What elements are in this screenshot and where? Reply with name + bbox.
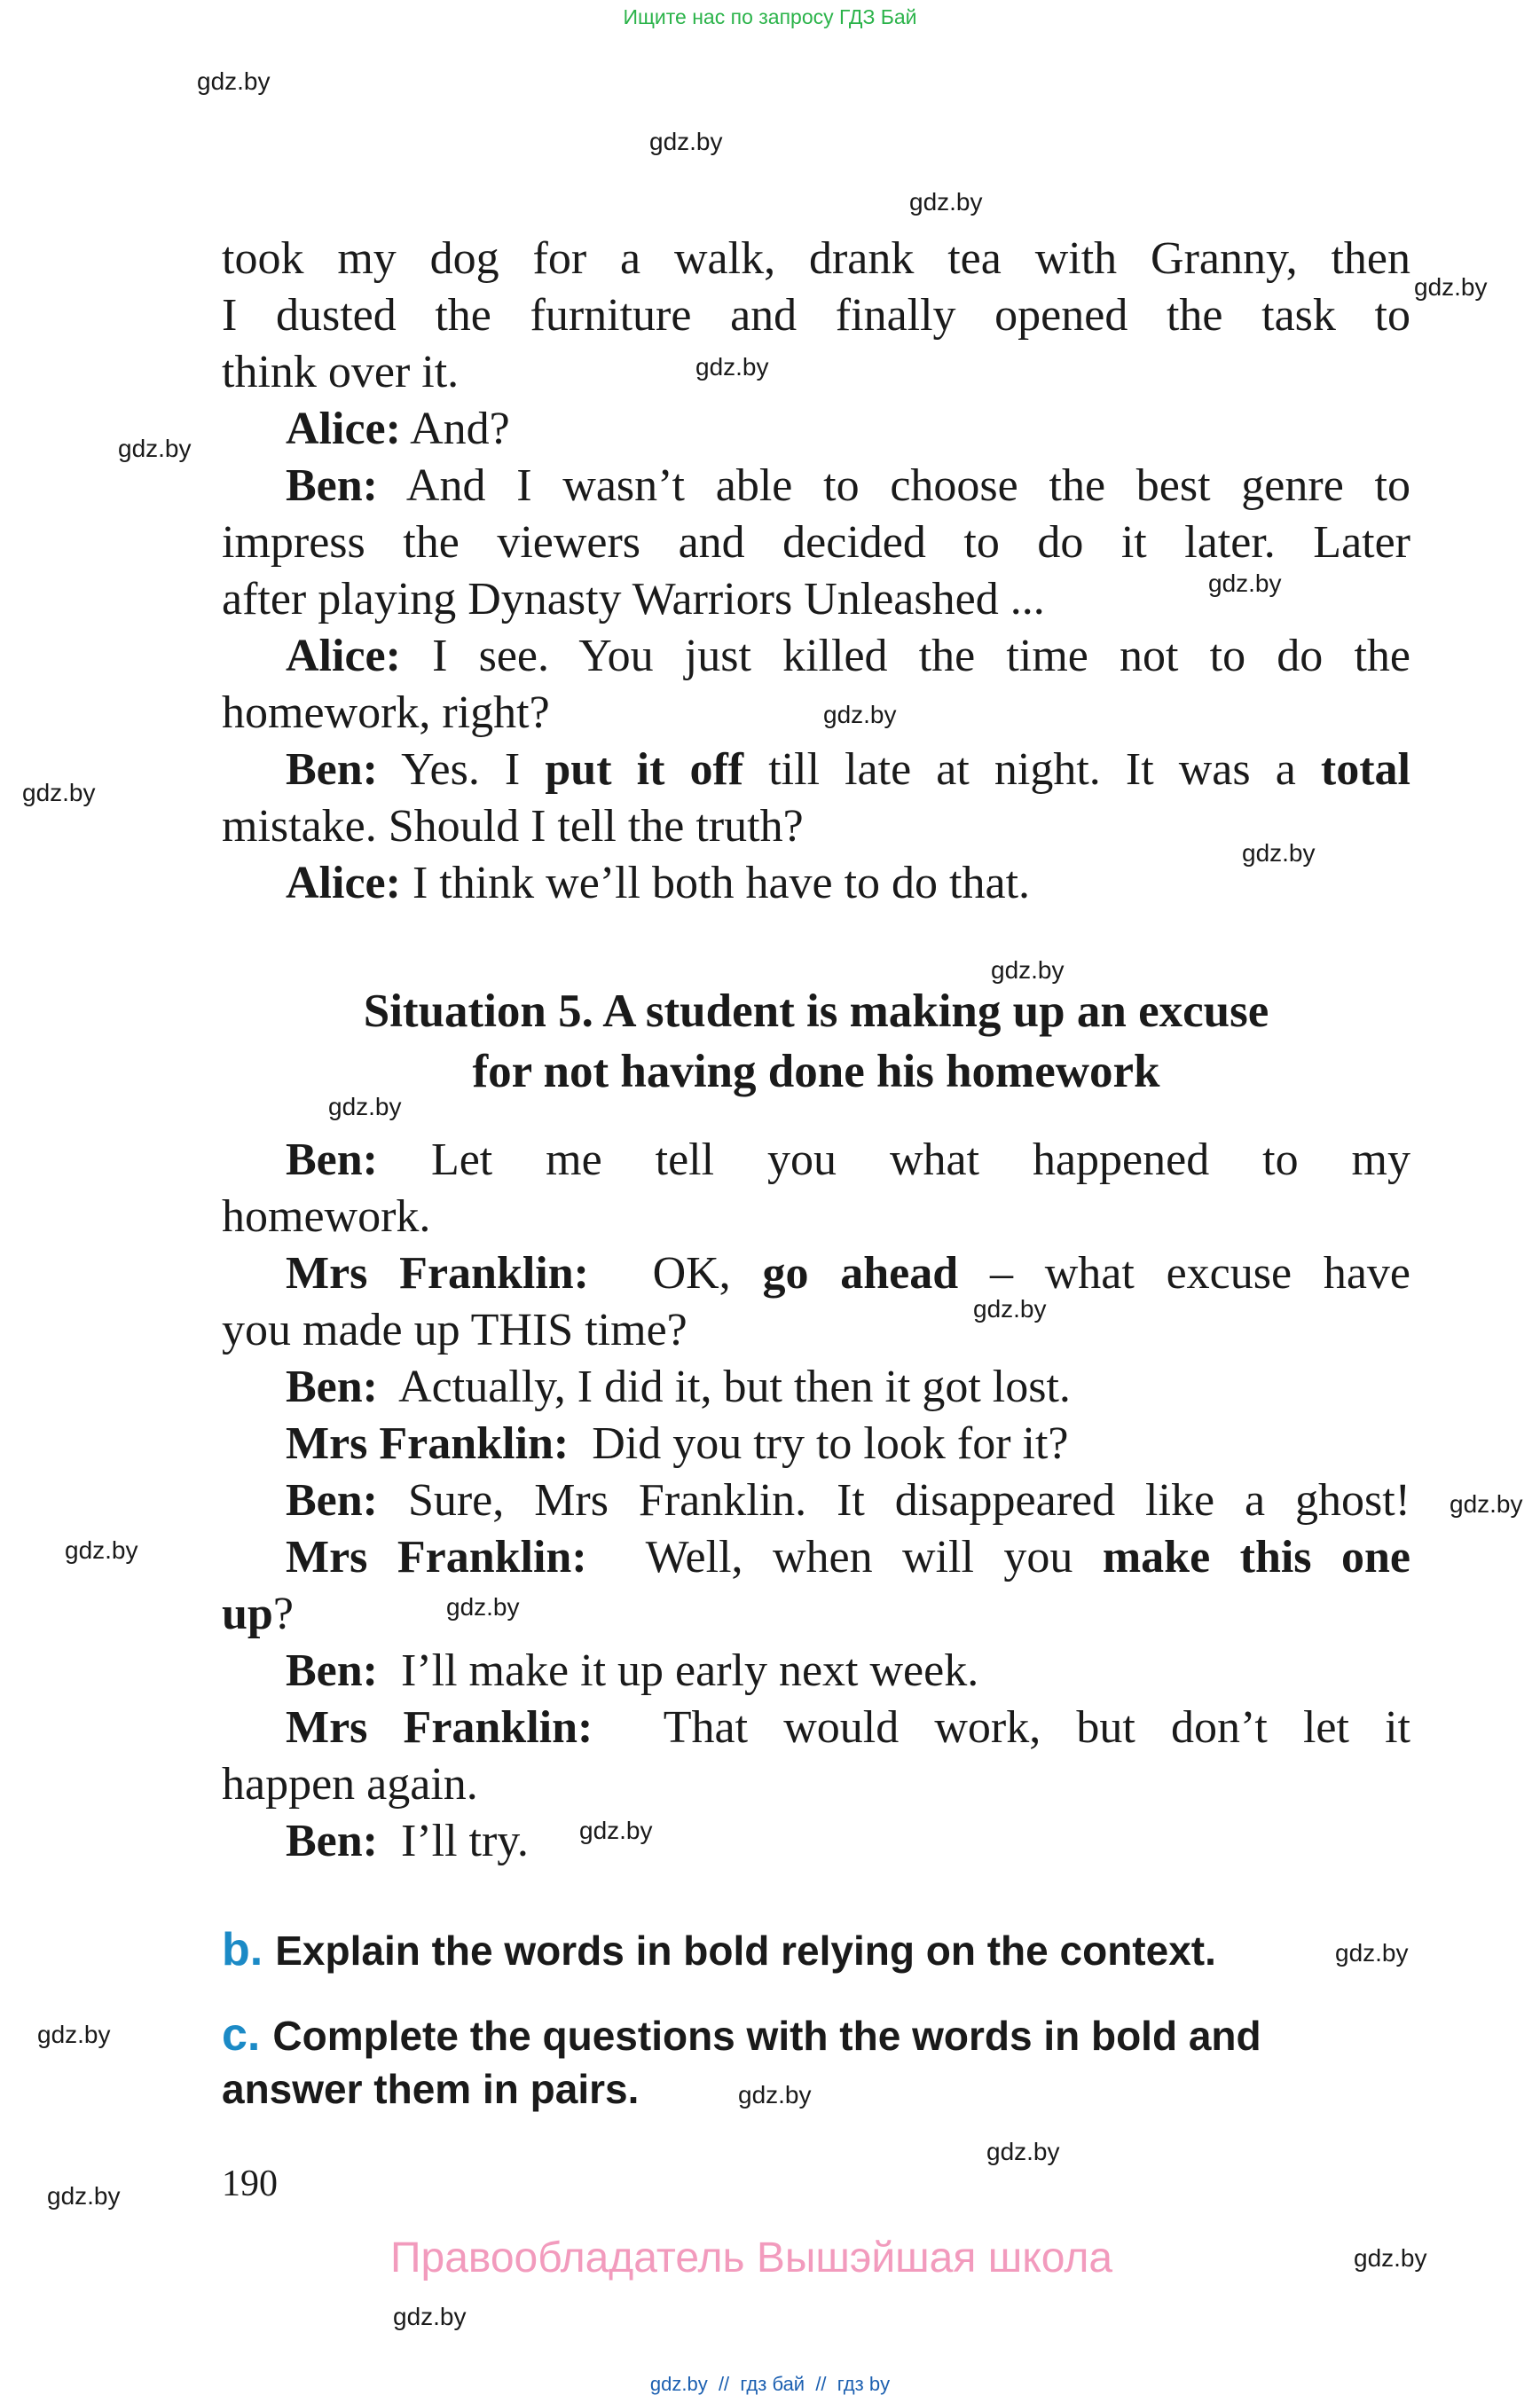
speaker-name: Ben: (286, 744, 378, 795)
watermark: gdz.by (65, 1536, 138, 1564)
speech-text: Actually, I did it, but then it got lost. (378, 1362, 1071, 1412)
dialogue-line (222, 1700, 1410, 1756)
speech-text: I’ll try. (378, 1816, 529, 1866)
watermark: gdz.by (37, 2021, 111, 2048)
speaker-name: Ben: (286, 1362, 378, 1412)
watermark: gdz.by (446, 1593, 520, 1621)
speaker-name: Ben: (286, 1475, 378, 1526)
watermark: gdz.by (22, 779, 96, 806)
watermark: gdz.by (579, 1817, 653, 1844)
task-c (222, 2008, 1410, 2116)
dialogue-line (222, 628, 1410, 685)
speech-text: I’ll make it up early next week. (378, 1645, 979, 1696)
speech-text: – what excuse have (958, 1248, 1410, 1299)
watermark: gdz.by (328, 1093, 402, 1120)
watermark: gdz.by (1335, 1939, 1409, 1967)
dialogue-line (222, 1643, 1410, 1700)
dialogue-line (222, 401, 1410, 458)
task-line (222, 2008, 1410, 2062)
watermark: gdz.by (986, 2138, 1060, 2165)
footer-links[interactable]: gdz.by // гдз бай // гдз by (649, 2373, 891, 2395)
task-letter: c. (222, 2009, 261, 2061)
watermark: gdz.by (1208, 569, 1282, 597)
speech-text: That would work, but don’t let it (593, 1702, 1410, 1753)
dialogue-line (222, 1813, 1410, 1870)
text-line: impress the viewers and decided to do it later. Later (222, 517, 1410, 568)
watermark: gdz.by (695, 353, 769, 381)
speaker-name: Mrs Franklin: (286, 1702, 593, 1753)
speech-text: And? (400, 404, 510, 454)
situation-heading (222, 981, 1410, 1102)
dialogue-line (222, 1472, 1410, 1529)
dialogue-line (222, 1132, 1410, 1189)
text-line: homework. (222, 1191, 431, 1242)
speech-text: I see. You just killed the time not to do the (400, 631, 1410, 681)
speech-text: till late at night. It was a (743, 744, 1321, 795)
dialogue-line (222, 855, 1410, 912)
speaker-name: Mrs Franklin: (286, 1248, 589, 1299)
watermark: gdz.by (1242, 839, 1316, 867)
page-number: 190 (222, 2163, 278, 2204)
bold-phrase: go ahead (762, 1248, 959, 1299)
heading-line: for not having done his homework (472, 1046, 1160, 1097)
speech-text: Well, when will you (586, 1532, 1103, 1582)
text-line: think over it. (222, 347, 460, 397)
speaker-name: Ben: (286, 1816, 378, 1866)
task-line: answer them in pairs. (222, 2066, 640, 2112)
speaker-name: Alice: (286, 631, 401, 681)
watermark: gdz.by (909, 188, 983, 216)
bold-phrase: total (1320, 744, 1410, 795)
dialogue-line (222, 1245, 1410, 1302)
speaker-name: Ben: (286, 460, 378, 511)
bold-phrase: up (222, 1589, 273, 1639)
speaker-name: Alice: (286, 404, 401, 454)
bold-phrase: make this one (1102, 1532, 1410, 1582)
heading-line: Situation 5. A student is making up an excuse (363, 986, 1269, 1037)
dialogue-line (222, 1416, 1410, 1472)
task-b (222, 1923, 1410, 1977)
watermark: gdz.by (393, 2303, 467, 2330)
text-line: homework, right? (222, 687, 550, 738)
speech-text: Did you try to look for it? (569, 1418, 1069, 1469)
text-line (222, 1586, 1410, 1643)
copyright-notice: Правообладатель Вышэйшая школа (390, 2234, 1113, 2281)
dialogue-line (222, 458, 1410, 514)
text-line: mistake. Should I tell the truth? (222, 801, 804, 852)
watermark: gdz.by (1450, 1490, 1523, 1518)
watermark: gdz.by (1414, 273, 1488, 301)
task-text: Complete the questions with the words in bold and (272, 2013, 1261, 2059)
speech-text: And I wasn’t able to choose the best genre to (378, 460, 1410, 511)
speech-text: Let me tell you what happened to my (378, 1135, 1410, 1185)
text-line: after playing Dynasty Warriors Unleashed ... (222, 574, 1045, 624)
bold-phrase: put it off (545, 744, 744, 795)
text-line: happen again. (222, 1759, 478, 1810)
speaker-name: Mrs Franklin: (286, 1418, 570, 1469)
watermark: gdz.by (1354, 2244, 1427, 2272)
speech-text: Yes. I (378, 744, 546, 795)
watermark: gdz.by (823, 701, 897, 728)
text-line: I dusted the furniture and finally opened the task to (222, 290, 1410, 341)
text-line: you made up THIS time? (222, 1305, 688, 1355)
speaker-name: Ben: (286, 1135, 378, 1185)
watermark: gdz.by (738, 2081, 812, 2109)
watermark: gdz.by (649, 128, 723, 155)
watermark: gdz.by (973, 1295, 1047, 1323)
dialogue-line (222, 1359, 1410, 1416)
task-text: Explain the words in bold relying on the context. (275, 1928, 1216, 1974)
top-banner[interactable]: Ищите нас по запросу ГДЗ Бай (623, 5, 917, 28)
speaker-name: Alice: (286, 858, 401, 908)
dialogue-line (222, 742, 1410, 798)
dialogue-line (222, 1529, 1410, 1586)
speaker-name: Ben: (286, 1645, 378, 1696)
watermark: gdz.by (47, 2182, 121, 2210)
watermark: gdz.by (991, 956, 1065, 984)
speech-text: ? (272, 1589, 294, 1639)
text-line: took my dog for a walk, drank tea with Granny, then (222, 233, 1410, 284)
speech-text: OK, (589, 1248, 763, 1299)
speech-text: Sure, Mrs Franklin. It disappeared like a ghost! (378, 1475, 1410, 1526)
task-letter: b. (222, 1924, 263, 1975)
watermark: gdz.by (197, 67, 271, 95)
speech-text: I think we’ll both have to do that. (400, 858, 1031, 908)
watermark: gdz.by (118, 435, 192, 462)
speaker-name: Mrs Franklin: (286, 1532, 587, 1582)
